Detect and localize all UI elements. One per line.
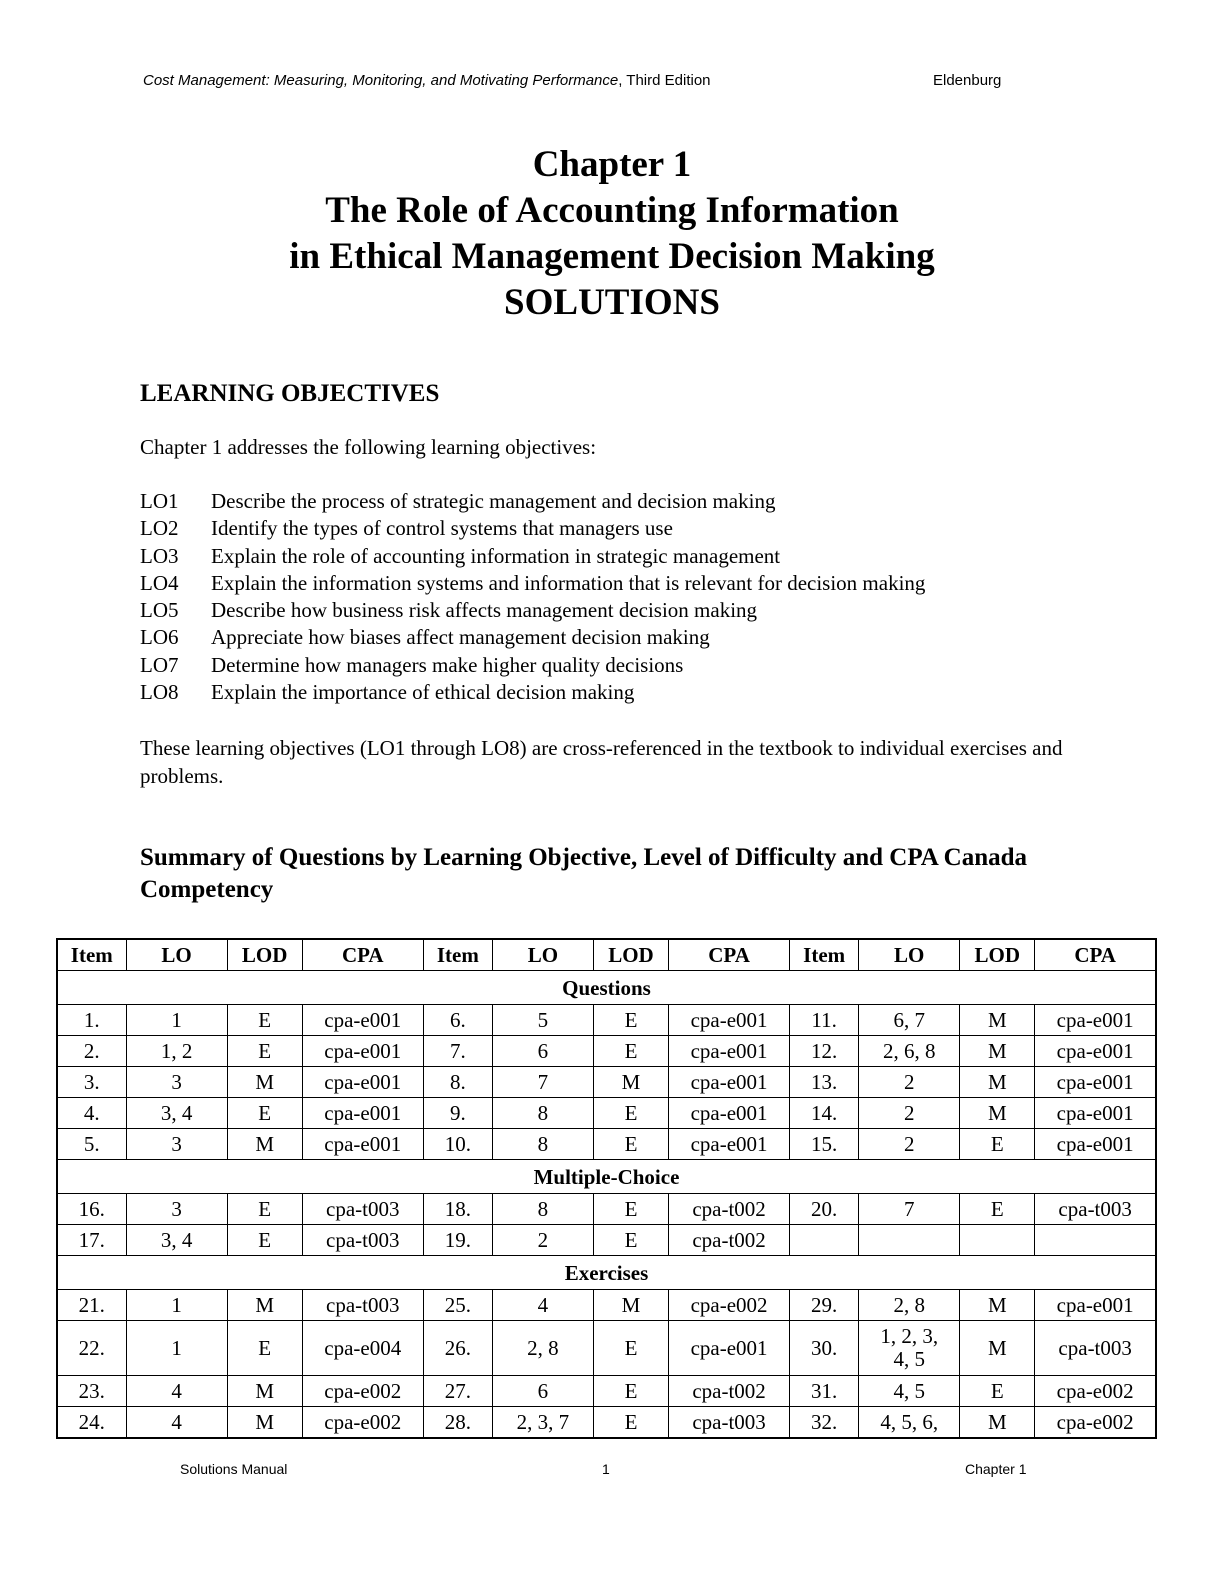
cell: E [593, 1321, 668, 1376]
objective-code: LO8 [140, 680, 179, 705]
cell: 25. [423, 1290, 492, 1321]
table-row [57, 1407, 1156, 1439]
cell: cpa-e002 [302, 1407, 423, 1439]
objective-code: LO5 [140, 598, 179, 623]
section-row-questions [57, 971, 1156, 1005]
cell: 6 [492, 1036, 593, 1067]
cell: 17. [57, 1225, 126, 1256]
cell: cpa-e001 [1035, 1067, 1156, 1098]
running-header-title [143, 72, 711, 89]
cell-line: 1, 2, 3, [880, 1324, 939, 1348]
cell: 11. [790, 1005, 859, 1036]
cell: cpa-e001 [1035, 1098, 1156, 1129]
cell: 5. [57, 1129, 126, 1160]
cell: M [227, 1290, 302, 1321]
cell: E [227, 1321, 302, 1376]
column-header: LOD [593, 939, 668, 971]
cell: 30. [790, 1321, 859, 1376]
cell [790, 1225, 859, 1256]
cell: cpa-t003 [1035, 1194, 1156, 1225]
cell: E [593, 1005, 668, 1036]
learning-objectives-list [140, 488, 925, 706]
column-header: LO [126, 939, 227, 971]
cell: 31. [790, 1376, 859, 1407]
cell: cpa-t003 [1035, 1321, 1156, 1376]
book-title: Cost Management: Measuring, Monitoring, and Motivating Performance [143, 72, 619, 89]
cell: 3 [126, 1067, 227, 1098]
cell: cpa-e004 [302, 1321, 423, 1376]
table-header-row [57, 939, 1156, 971]
cell: E [593, 1194, 668, 1225]
cell: E [593, 1376, 668, 1407]
cell: cpa-e001 [669, 1098, 790, 1129]
objective-text: Describe how business risk affects management decision making [211, 598, 758, 623]
section-label: Questions [57, 971, 1156, 1005]
cell: E [960, 1376, 1035, 1407]
cell: 28. [423, 1407, 492, 1439]
objective-code: LO4 [140, 570, 179, 595]
cell: cpa-e001 [1035, 1129, 1156, 1160]
table-row [57, 1005, 1156, 1036]
objective-item [140, 652, 925, 679]
cell: 1. [57, 1005, 126, 1036]
cell: 27. [423, 1376, 492, 1407]
cell: 4 [126, 1376, 227, 1407]
objective-code: LO1 [140, 489, 179, 513]
cell: E [593, 1407, 668, 1439]
footer-right: Chapter 1 [965, 1461, 1027, 1477]
cell: 12. [790, 1036, 859, 1067]
cell: M [960, 1290, 1035, 1321]
cell [960, 1225, 1035, 1256]
cell: 7 [492, 1067, 593, 1098]
cell: 29. [790, 1290, 859, 1321]
table-row [57, 1067, 1156, 1098]
column-header: Item [57, 939, 126, 971]
cell: cpa-e001 [302, 1005, 423, 1036]
table-row [57, 1290, 1156, 1321]
cell: 1, 2 [126, 1036, 227, 1067]
objective-item [140, 597, 925, 624]
table-row [57, 1376, 1156, 1407]
summary-table [56, 938, 1157, 1439]
cell [859, 1225, 960, 1256]
cell: 3 [126, 1129, 227, 1160]
cell: 14. [790, 1098, 859, 1129]
column-header: LO [492, 939, 593, 971]
cell: 1 [126, 1321, 227, 1376]
cell: 3 [126, 1194, 227, 1225]
cell: 10. [423, 1129, 492, 1160]
objective-code: LO3 [140, 543, 179, 568]
cell: 9. [423, 1098, 492, 1129]
objective-text: Appreciate how biases affect management decision making [211, 625, 710, 650]
objective-item [140, 543, 925, 570]
cell: cpa-e001 [302, 1129, 423, 1160]
cell: E [227, 1005, 302, 1036]
cell: 1 [126, 1290, 227, 1321]
cell: 2, 3, 7 [492, 1407, 593, 1439]
cell: E [227, 1098, 302, 1129]
footer-left: Solutions Manual [180, 1461, 288, 1477]
cell: 6 [492, 1376, 593, 1407]
table-row [57, 1098, 1156, 1129]
cell: 3. [57, 1067, 126, 1098]
objective-text: Explain the importance of ethical decision making [211, 680, 635, 705]
cell: cpa-e001 [1035, 1005, 1156, 1036]
column-header: LOD [227, 939, 302, 971]
cell: M [227, 1129, 302, 1160]
cell: 19. [423, 1225, 492, 1256]
cell: 2 [859, 1098, 960, 1129]
column-header: LO [859, 939, 960, 971]
cell: 5 [492, 1005, 593, 1036]
cell: E [593, 1129, 668, 1160]
cell: cpa-e001 [1035, 1290, 1156, 1321]
objective-item [140, 488, 925, 515]
cell: 20. [790, 1194, 859, 1225]
objective-code: LO7 [140, 652, 179, 677]
cell: 21. [57, 1290, 126, 1321]
cell: cpa-e001 [669, 1129, 790, 1160]
table-row [57, 1129, 1156, 1160]
cell: 4, 5, 6, [859, 1407, 960, 1439]
objective-item [140, 570, 925, 597]
cell: cpa-e002 [302, 1376, 423, 1407]
cell: cpa-t002 [669, 1194, 790, 1225]
cell-line: 4, 5 [893, 1347, 925, 1371]
cell: 7 [859, 1194, 960, 1225]
section-label: Exercises [57, 1256, 1156, 1290]
cell: 4, 5 [859, 1376, 960, 1407]
cell: cpa-e002 [1035, 1376, 1156, 1407]
cell: 8 [492, 1098, 593, 1129]
column-header: Item [423, 939, 492, 971]
cell: 2 [859, 1067, 960, 1098]
cell: 8 [492, 1194, 593, 1225]
cell: 3, 4 [126, 1098, 227, 1129]
cell: 2 [492, 1225, 593, 1256]
objective-text: Explain the information systems and information that is relevant for decision making [211, 570, 926, 595]
cell: 8. [423, 1067, 492, 1098]
cell: cpa-e001 [1035, 1036, 1156, 1067]
cell: M [960, 1098, 1035, 1129]
chapter-number: Chapter 1 [532, 144, 692, 185]
table-row [57, 1194, 1156, 1225]
table-row [57, 1225, 1156, 1256]
cell: 2, 6, 8 [859, 1036, 960, 1067]
cell: 1 [126, 1005, 227, 1036]
cell: E [960, 1194, 1035, 1225]
section-row-exercises [57, 1256, 1156, 1290]
cell: cpa-e001 [302, 1036, 423, 1067]
cell: cpa-t002 [669, 1376, 790, 1407]
cell: 7. [423, 1036, 492, 1067]
cell: cpa-t002 [669, 1225, 790, 1256]
column-header: CPA [302, 939, 423, 971]
cell: M [960, 1321, 1035, 1376]
page-number: 1 [602, 1461, 610, 1477]
cell: cpa-t003 [302, 1290, 423, 1321]
cell: M [960, 1036, 1035, 1067]
cell: 2, 8 [859, 1290, 960, 1321]
objective-item [140, 515, 925, 542]
column-header: CPA [669, 939, 790, 971]
cell: cpa-e001 [669, 1067, 790, 1098]
cell: 8 [492, 1129, 593, 1160]
cell: cpa-t003 [302, 1225, 423, 1256]
cell: 4 [492, 1290, 593, 1321]
cell [1035, 1225, 1156, 1256]
chapter-title-line-2: in Ethical Management Decision Making [289, 236, 935, 277]
book-edition: , Third Edition [618, 72, 711, 89]
cell: 15. [790, 1129, 859, 1160]
cell: 22. [57, 1321, 126, 1376]
cell: E [227, 1194, 302, 1225]
cell: 2 [859, 1129, 960, 1160]
cell: 13. [790, 1067, 859, 1098]
table-row [57, 1036, 1156, 1067]
table-row [57, 1321, 1156, 1376]
cell: cpa-t003 [669, 1407, 790, 1439]
learning-objectives-closing: These learning objectives (LO1 through LO8) are cross-referenced in the textbook to individual exercises and problems. [140, 736, 1063, 788]
cell: 6, 7 [859, 1005, 960, 1036]
learning-objectives-heading: LEARNING OBJECTIVES [140, 380, 440, 407]
objective-item [140, 624, 925, 651]
cell: 6. [423, 1005, 492, 1036]
summary-heading: Summary of Questions by Learning Objective, Level of Difficulty and CPA Canada Competency [140, 844, 1028, 903]
cell: 24. [57, 1407, 126, 1439]
cell: E [227, 1225, 302, 1256]
cell: cpa-e002 [1035, 1407, 1156, 1439]
cell: M [960, 1005, 1035, 1036]
cell: cpa-e001 [669, 1005, 790, 1036]
column-header: CPA [1035, 939, 1156, 971]
column-header: Item [790, 939, 859, 971]
cell: 32. [790, 1407, 859, 1439]
cell: 3, 4 [126, 1225, 227, 1256]
learning-objectives-intro: Chapter 1 addresses the following learning objectives: [140, 435, 597, 459]
cell: 2. [57, 1036, 126, 1067]
chapter-title [0, 142, 1224, 326]
cell: M [593, 1067, 668, 1098]
cell: M [960, 1407, 1035, 1439]
cell: M [593, 1290, 668, 1321]
cell: cpa-e001 [669, 1036, 790, 1067]
objective-item [140, 679, 925, 706]
cell: 23. [57, 1376, 126, 1407]
cell: M [227, 1407, 302, 1439]
cell: M [227, 1067, 302, 1098]
cell: 16. [57, 1194, 126, 1225]
cell: E [227, 1036, 302, 1067]
cell: M [227, 1376, 302, 1407]
cell: 4. [57, 1098, 126, 1129]
cell: 26. [423, 1321, 492, 1376]
cell: M [960, 1067, 1035, 1098]
objective-text: Determine how managers make higher quality decisions [211, 652, 684, 677]
objective-code: LO6 [140, 625, 179, 650]
cell: cpa-t003 [302, 1194, 423, 1225]
cell: E [593, 1098, 668, 1129]
objective-code: LO2 [140, 516, 179, 541]
cell: 18. [423, 1194, 492, 1225]
cell: 2, 8 [492, 1321, 593, 1376]
cell: E [593, 1036, 668, 1067]
cell: E [593, 1225, 668, 1256]
cell: cpa-e002 [669, 1290, 790, 1321]
objective-text: Identify the types of control systems that managers use [211, 516, 673, 541]
cell: E [960, 1129, 1035, 1160]
chapter-title-line-1: The Role of Accounting Information [325, 190, 899, 231]
column-header: LOD [960, 939, 1035, 971]
section-row-multiple-choice [57, 1160, 1156, 1194]
objective-text: Describe the process of strategic management and decision making [211, 489, 776, 513]
chapter-solutions-label: SOLUTIONS [504, 282, 720, 323]
cell: cpa-e001 [302, 1098, 423, 1129]
cell: 4 [126, 1407, 227, 1439]
objective-text: Explain the role of accounting information in strategic management [211, 543, 781, 568]
cell: cpa-e001 [669, 1321, 790, 1376]
running-header-author: Eldenburg [933, 72, 1002, 89]
section-label: Multiple-Choice [57, 1160, 1156, 1194]
cell: cpa-e001 [302, 1067, 423, 1098]
cell [859, 1321, 960, 1376]
